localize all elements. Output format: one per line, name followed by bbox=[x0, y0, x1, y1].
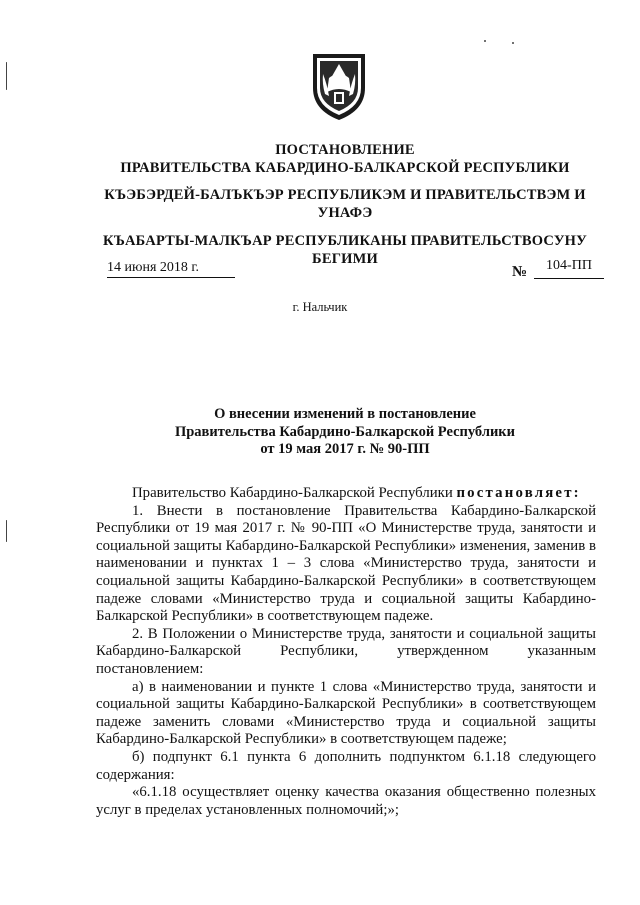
scan-edge-mark bbox=[6, 520, 7, 542]
paragraph-quote: «6.1.18 осуществляет оценку качества оказания общественно полезных услуг в пределах установленных полномочий;»; bbox=[96, 784, 596, 818]
paragraph-2a: а) в наименовании и пункте 1 слова «Министерство труда, занятости и социальной защиты Кабардино-Балкарской Республики» в соответствующем падеже заменить словами «Министерство труда и социальной защиты Кабардино-Балкарской Республики» в соответствующем падеже; bbox=[96, 678, 596, 748]
paragraph-2: 2. В Положении о Министерстве труда, занятости и социальной защиты Кабардино-Балкарской Республики, утвержденном указанным постановлением: bbox=[96, 625, 596, 677]
scan-speck bbox=[484, 40, 486, 42]
title-line-2: Правительства Кабардино-Балкарской Республики bbox=[174, 423, 516, 440]
decree-body bbox=[96, 485, 596, 819]
intro-text: Правительство Кабардино-Балкарской Республики bbox=[132, 485, 457, 501]
scan-edge-mark bbox=[6, 62, 7, 90]
header-line-balkar-1: КЪАБАРТЫ-МАЛКЪАР РЕСПУБЛИКАНЫ ПРАВИТЕЛЬСТВОСУНУ bbox=[103, 233, 587, 249]
header-line-kabardian-1: КЪЭБЭРДЕЙ-БАЛЪКЪЭР РЕСПУБЛИКЭМ И ПРАВИТЕЛЬСТВЭМ И bbox=[104, 187, 586, 203]
city: г. Нальчик bbox=[292, 300, 348, 314]
decree-header bbox=[90, 141, 600, 177]
paragraph-1: 1. Внести в постановление Правительства Кабардино-Балкарской Республики от 19 мая 2017 г. № 90-ПП «О Министерстве труда, занятости и социальной защиты Кабардино-Балкарской Республики» изменения, заменив в наименовании и пунктах 1 – 3 слова «Министерство труда, занятости и социальной защиты Кабардино-Балкарской Республики» в соответствующем падеже словами «Министерство труда и социальной защиты Кабардино-Балкарской Республики» в соответствующем падеже. bbox=[96, 502, 596, 625]
header-line-balkar-2: БЕГИМИ bbox=[312, 251, 378, 267]
intro-verb: постановляет: bbox=[456, 485, 581, 501]
number-sign: № bbox=[512, 264, 528, 280]
decree-number: 104-ПП bbox=[534, 258, 604, 279]
header-line-russian-type: ПОСТАНОВЛЕНИЕ bbox=[275, 142, 415, 158]
coat-of-arms-icon bbox=[307, 48, 371, 122]
decree-header-kabardian bbox=[90, 186, 600, 222]
decree-date: 14 июня 2018 г. bbox=[107, 260, 235, 278]
header-line-kabardian-2: УНАФЭ bbox=[317, 205, 373, 221]
paragraph-2b: б) подпункт 6.1 пункта 6 дополнить подпунктом 6.1.18 следующего содержания: bbox=[96, 748, 596, 783]
decree-title bbox=[120, 406, 570, 459]
title-line-1: О внесении изменений в постановление bbox=[214, 406, 476, 422]
header-line-russian-government: ПРАВИТЕЛЬСТВА КАБАРДИНО-БАЛКАРСКОЙ РЕСПУБЛИКИ bbox=[120, 160, 570, 176]
intro-paragraph bbox=[96, 485, 596, 503]
scan-speck bbox=[512, 42, 514, 44]
title-line-3: от 19 мая 2017 г. № 90-ПП bbox=[260, 441, 430, 457]
